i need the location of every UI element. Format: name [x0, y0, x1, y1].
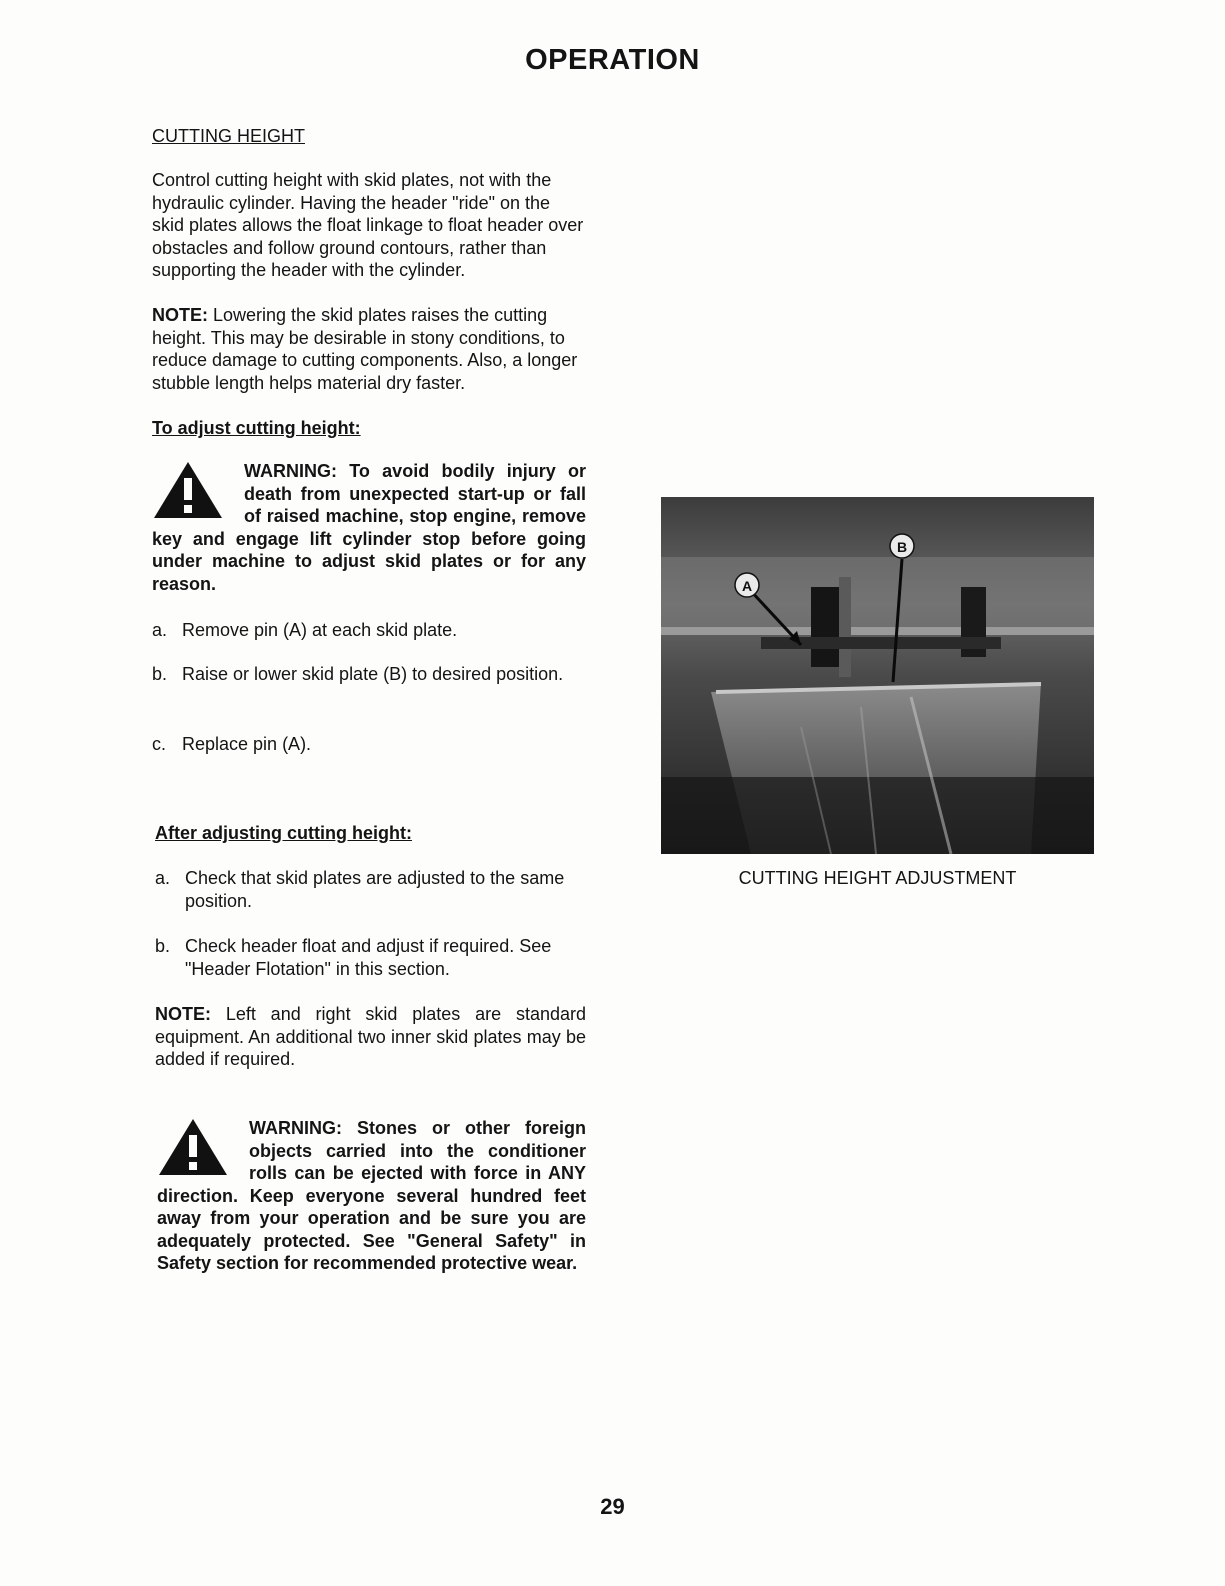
note-label: NOTE: — [155, 1004, 211, 1024]
note-paragraph-after — [155, 1003, 586, 1071]
warning-triangle-icon — [152, 460, 224, 522]
adjust-step — [152, 619, 586, 642]
warning-block-stones — [157, 1117, 586, 1275]
warning-triangle-icon — [157, 1117, 229, 1179]
adjust-step — [152, 663, 586, 686]
after-step — [155, 867, 586, 913]
step-text: Replace pin (A). — [182, 734, 312, 754]
subheading-after: After adjusting cutting height: — [155, 823, 412, 843]
note-text: Lowering the skid plates raises the cutting height. This may be desirable in stony conditions, to reduce damage to cutting components. Also, a longer stubble length helps material dry faster. — [152, 305, 578, 393]
note-label: NOTE: — [152, 305, 208, 325]
warning-block-adjust — [152, 460, 586, 595]
warning-text-stones: WARNING: Stones or other foreign objects carried into the conditioner rolls can be ejected with force in ANY direction. Keep everyone several hundred feet away from your operation and be sure you are adequately protected. See "General Safety" in Safety section for recommended protective wear. — [157, 1118, 586, 1273]
section-heading-cutting-height: CUTTING HEIGHT — [152, 126, 305, 146]
note-text: Left and right skid plates are standard equipment. An additional two inner skid plates may be added if required. — [155, 1004, 586, 1069]
page-title: OPERATION — [525, 44, 700, 76]
step-letter: a. — [152, 620, 168, 640]
step-letter: c. — [152, 734, 167, 754]
intro-paragraph: Control cutting height with skid plates, not with the hydraulic cylinder. Having the header "ride" on the skid plates allows the float linkage to float header over obstacles and follow ground contours, rather than supporting the header with the cylinder. — [152, 170, 584, 280]
page-number: 29 — [600, 1494, 625, 1519]
warning-text-adjust: WARNING: To avoid bodily injury or death from unexpected start-up or fall of raised machine, stop engine, remove key and engage lift cylinder stop before going under machine to adjust skid plates or for any reason. — [152, 461, 586, 594]
cutting-height-photo — [661, 497, 1094, 854]
callout-label-b: B — [896, 539, 908, 555]
step-letter: a. — [155, 868, 171, 888]
step-letter: b. — [155, 936, 171, 956]
step-text: Remove pin (A) at each skid plate. — [182, 620, 458, 640]
callout-label-a: A — [741, 578, 753, 594]
figure-caption: CUTTING HEIGHT ADJUSTMENT — [738, 868, 1017, 888]
step-text: Check header float and adjust if required. See "Header Flotation" in this section. — [185, 936, 552, 979]
step-text: Check that skid plates are adjusted to the same position. — [185, 868, 565, 911]
after-step — [155, 935, 586, 981]
note-paragraph — [152, 304, 586, 394]
photo-illustration — [661, 497, 1094, 854]
subheading-adjust: To adjust cutting height: — [152, 418, 361, 438]
step-text: Raise or lower skid plate (B) to desired position. — [182, 664, 564, 684]
adjust-step — [152, 733, 586, 756]
step-letter: b. — [152, 664, 168, 684]
